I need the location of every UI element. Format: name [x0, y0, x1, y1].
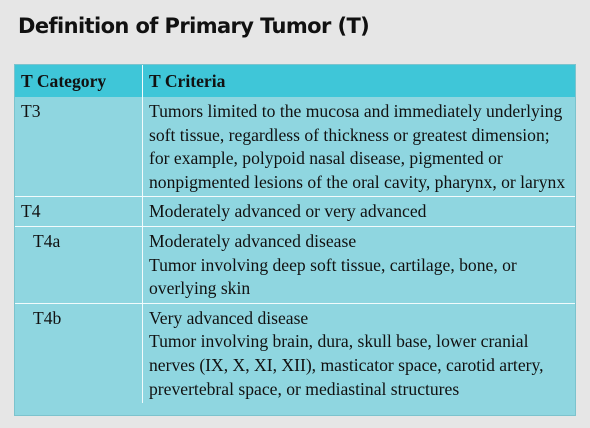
criteria-line: Tumor involving deep soft tissue, cartilage, bone, or overlying skin: [149, 254, 517, 299]
table-row: [15, 226, 575, 303]
table-row: [15, 97, 575, 197]
category-cell: T3: [15, 97, 143, 197]
table-header-row: [15, 65, 575, 97]
page-title: Definition of Primary Tumor (T): [18, 14, 370, 38]
criteria-cell: [143, 303, 576, 403]
criteria-line: Very advanced disease: [149, 307, 309, 328]
criteria-cell: [143, 197, 576, 227]
t-category-table: [14, 64, 576, 416]
definition-table: [15, 65, 575, 403]
column-header-category: T Category: [15, 65, 143, 97]
criteria-line: Tumor involving brain, dura, skull base, lower cranial nerves (IX, X, XI, XII), masticator space, carotid artery, prevertebral space, or mediastinal structures: [149, 331, 544, 399]
column-header-criteria: T Criteria: [143, 65, 576, 97]
category-cell: T4a: [15, 226, 143, 303]
criteria-line: Moderately advanced or very advanced: [149, 201, 427, 222]
criteria-line: Tumors limited to the mucosa and immediately underlying soft tissue, regardless of thickness or greatest dimension; for example, polypoid nasal disease, pigmented or nonpigmented lesions of the oral cavity, pharynx, or larynx: [149, 101, 566, 192]
criteria-cell: [143, 226, 576, 303]
criteria-line: Moderately advanced disease: [149, 230, 357, 251]
criteria-cell: [143, 97, 576, 197]
table-row: [15, 197, 575, 227]
category-cell: T4: [15, 197, 143, 227]
category-cell: T4b: [15, 303, 143, 403]
table-row: [15, 303, 575, 403]
